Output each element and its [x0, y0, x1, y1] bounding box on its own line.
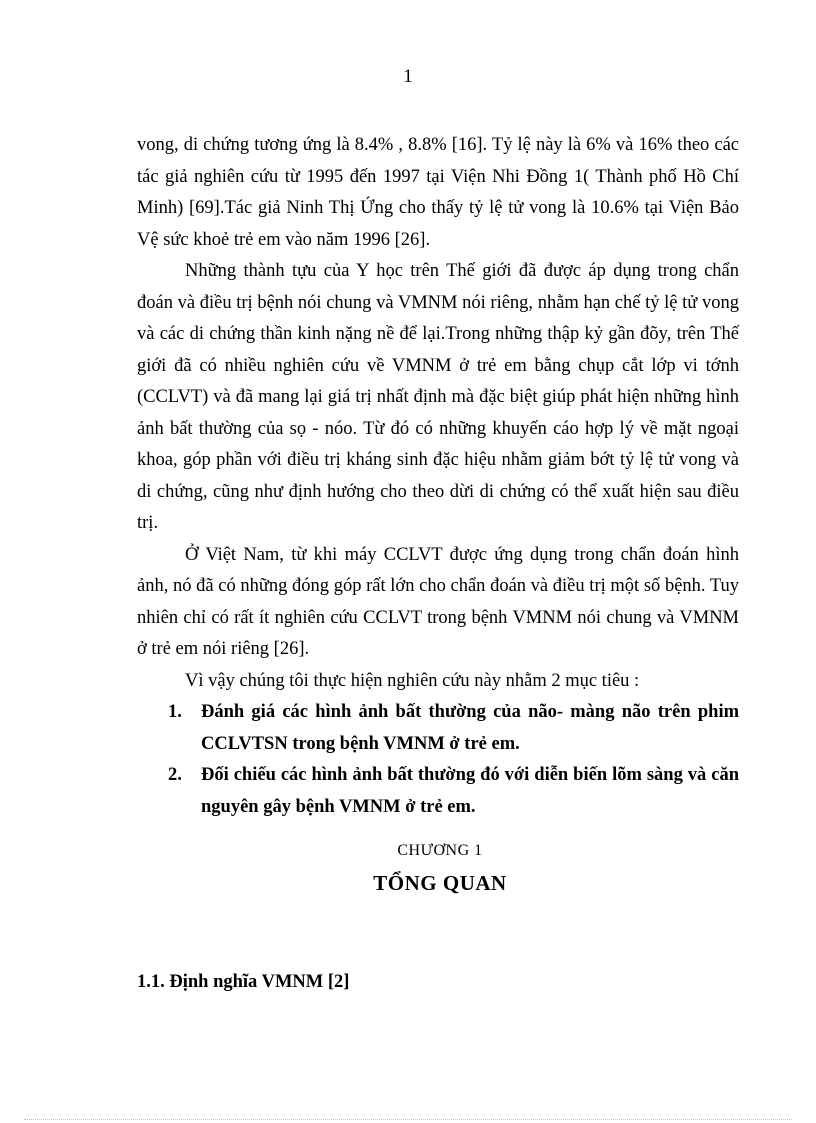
- objective-text: Đối chiếu các hình ảnh bất thường đó với diễn biến lõm sàng và căn nguyên gây bệnh VMNM ở trẻ em.: [201, 765, 739, 817]
- paragraph-continuation: vong, di chứng tương ứng là 8.4% , 8.8% [16]. Tỷ lệ này là 6% và 16% theo các tác giả nghiên cứu từ 1995 đến 1997 tại Viện Nhi Đồng 1( Thành phố Hồ Chí Minh) [69].Tác giả Ninh Thị Ứng cho thấy tỷ lệ tử vong là 10.6% tại Viện Bảo Vệ sức khoẻ trẻ em vào năm 1996 [26].: [137, 135, 739, 250]
- objective-number: 1.: [168, 702, 182, 722]
- paragraph-vietnam: Ở Việt Nam, từ khi máy CCLVT được ứng dụng trong chẩn đoán hình ảnh, nó đã có những đóng góp rất lớn cho chẩn đoán và điều trị một số bệnh. Tuy nhiên chỉ có rất ít nghiên cứu CCLVT trong bệnh VMNM nói chung và VMNM ở trẻ em nói riêng [26].: [137, 544, 739, 659]
- objective-item: [137, 760, 739, 823]
- page-bottom-divider: [24, 1119, 792, 1120]
- body-text: [137, 130, 739, 823]
- objective-text: Đánh giá các hình ảnh bất thường của não- màng não trên phim CCLVTSN trong bệnh VMNM ở trẻ em.: [201, 702, 739, 754]
- section-heading: 1.1. Định nghĩa VMNM [2]: [137, 972, 350, 992]
- objectives-list: [137, 697, 739, 823]
- page-number: 1: [403, 66, 413, 87]
- chapter-label: CHƯƠNG 1: [397, 842, 483, 859]
- paragraph-achievements: Những thành tựu của Y học trên Thế giới đã được áp dụng trong chẩn đoán và điều trị bệnh nói chung và VMNM nói riêng, nhằm hạn chế tỷ lệ tử vong và các di chứng thần kinh nặng nề để lại.Trong những thập kỷ gần đõy, trên Thế giới đã có nhiều nghiên cứu về VMNM ở trẻ em bằng chụp cắt lớp vi tớnh (CCLVT) và đã mang lại giá trị nhất định mà đặc biệt giúp phát hiện những hình ảnh bất thường của sọ - nóo. Từ đó có những khuyến cáo hợp lý về mặt ngoại khoa, góp phần với điều trị kháng sinh đặc hiệu nhằm giảm bớt tỷ lệ tử vong và di chứng, cũng như định hướng cho theo dừi di chứng có thể xuất hiện sau điều trị.: [137, 261, 739, 533]
- chapter-title: TỔNG QUAN: [373, 871, 507, 895]
- objective-item: [137, 697, 739, 760]
- objective-number: 2.: [168, 765, 182, 785]
- paragraph-objectives-intro: Vì vậy chúng tôi thực hiện nghiên cứu này nhằm 2 mục tiêu :: [185, 670, 640, 691]
